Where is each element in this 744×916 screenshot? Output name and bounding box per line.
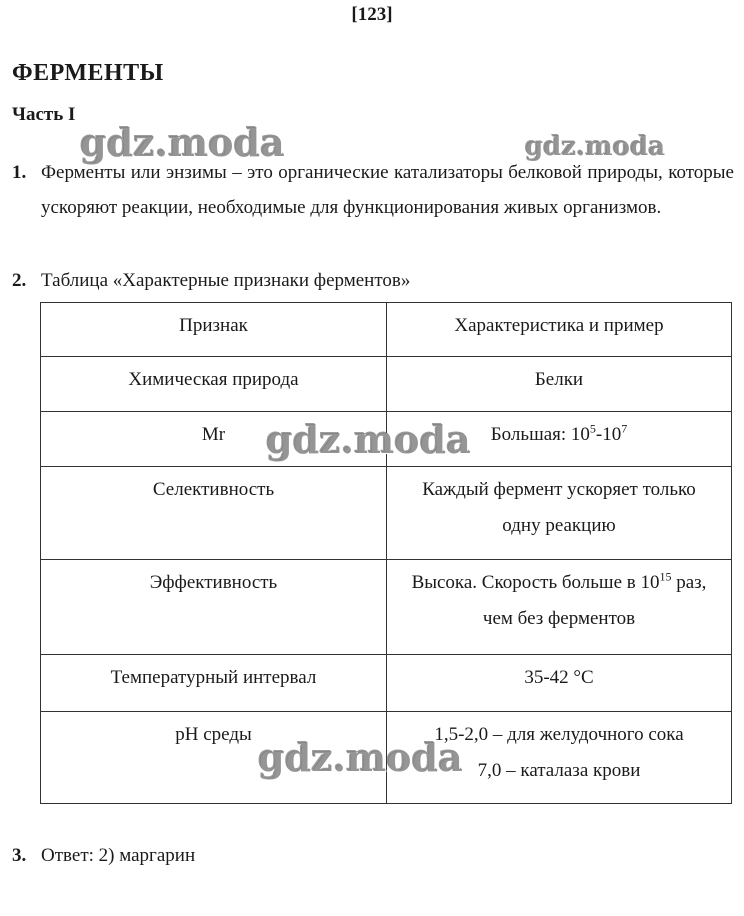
- table-row: [41, 467, 732, 560]
- table-cell-value: [387, 467, 732, 560]
- item-number: 2.: [12, 270, 27, 291]
- table-header-cell: Характеристика и пример: [387, 303, 732, 357]
- table-cell-value: 35-42 °С: [387, 654, 732, 711]
- table-cell-sign: Эффективность: [41, 560, 387, 654]
- value-line: 7,0 – каталаза крови: [477, 759, 641, 781]
- value-text: Большая: 10: [490, 424, 590, 446]
- value-text: раз,: [671, 572, 707, 594]
- value-line: чем без ферментов: [482, 608, 636, 630]
- table-row: [41, 654, 732, 711]
- enzyme-features-table: [40, 302, 732, 804]
- watermark: gdz.moda: [525, 132, 666, 162]
- item-number: 1.: [12, 162, 27, 183]
- exponent: 7: [621, 421, 628, 436]
- list-item-2: [12, 263, 734, 298]
- value-text: -10: [595, 424, 622, 446]
- table-header-cell: Признак: [41, 303, 387, 357]
- table-row: [41, 560, 732, 654]
- item-text: Ферменты или энзимы – это органические катализаторы белковой природы, которые ускоряют реакции, необходимые для функционирования живых организмов.: [41, 162, 734, 218]
- value-text: Высока. Скорость больше в 10: [411, 572, 660, 594]
- table-cell-value: Белки: [387, 357, 732, 412]
- list-item-3: [12, 838, 734, 873]
- item-number: 3.: [12, 845, 27, 866]
- table-row: [41, 711, 732, 803]
- watermark: gdz.moda: [258, 735, 463, 780]
- page-number: [123]: [351, 4, 393, 25]
- page-title: ФЕРМЕНТЫ: [12, 60, 164, 86]
- exponent: 15: [659, 570, 672, 585]
- table-cell-sign: Химическая природа: [41, 357, 387, 412]
- table-cell-sign: Селективность: [41, 467, 387, 560]
- table-cell-value: [387, 560, 732, 654]
- table-cell-sign: рН среды: [41, 711, 387, 803]
- table-cell-sign: Mr: [41, 412, 387, 467]
- value-line: 1,5-2,0 – для желудочного сока: [434, 723, 684, 745]
- table-row: [41, 412, 732, 467]
- part-heading: Часть I: [12, 104, 76, 125]
- watermark: gdz.moda: [80, 120, 285, 165]
- exponent: 5: [589, 421, 596, 436]
- value-line: [393, 565, 725, 601]
- value-line: Каждый фермент ускоряет только: [422, 479, 696, 501]
- table-header-row: [41, 303, 732, 357]
- table-cell-sign: Температурный интервал: [41, 654, 387, 711]
- value-line: одну реакцию: [502, 515, 616, 537]
- watermark: gdz.moda: [266, 417, 471, 462]
- table-row: [41, 357, 732, 412]
- table-cell-value: [387, 711, 732, 803]
- list-item-1: [12, 155, 734, 225]
- table-cell-value: [387, 412, 732, 467]
- item-text: Ответ: 2) маргарин: [41, 845, 196, 866]
- item-text: Таблица «Характерные признаки ферментов»: [41, 270, 411, 291]
